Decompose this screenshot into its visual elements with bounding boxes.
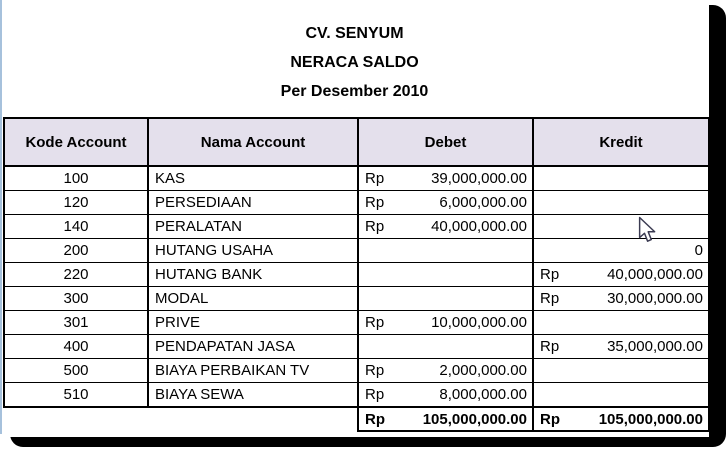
- cell-debet-currency: Rp: [365, 170, 385, 187]
- cell-kredit: [533, 263, 709, 287]
- header-nama-account: Nama Account: [148, 118, 358, 166]
- cell-debet-amount: 2,000,000.00: [439, 362, 527, 379]
- cell-debet-amount: 8,000,000.00: [439, 386, 527, 403]
- cell-nama-account: KAS: [148, 166, 358, 191]
- total-kredit-currency: Rp: [540, 410, 560, 428]
- cell-kredit-currency: Rp: [540, 266, 560, 283]
- table-row: [4, 383, 709, 408]
- cell-debet-amount: 10,000,000.00: [431, 314, 527, 331]
- mouse-cursor-icon: [638, 216, 656, 244]
- cell-debet-amount: 40,000,000.00: [431, 218, 527, 235]
- cell-kredit-amount: 40,000,000.00: [607, 266, 703, 283]
- total-debet-currency: Rp: [365, 410, 385, 428]
- cell-kredit-amount: 0: [694, 242, 703, 259]
- cell-kredit-amount: 30,000,000.00: [607, 290, 703, 307]
- total-kredit-cell: [533, 407, 709, 431]
- total-debet-amount: 105,000,000.00: [422, 410, 527, 428]
- cell-kode-account: 220: [4, 263, 148, 287]
- table-row: [4, 263, 709, 287]
- cell-kode-account: 120: [4, 191, 148, 215]
- cell-debet: [358, 239, 533, 263]
- cell-debet-currency: Rp: [365, 218, 385, 235]
- table-row: [4, 287, 709, 311]
- cell-kredit: [533, 239, 709, 263]
- cell-kredit-currency: Rp: [540, 338, 560, 355]
- cell-kode-account: 200: [4, 239, 148, 263]
- cell-kode-account: 510: [4, 383, 148, 408]
- cell-debet: [358, 263, 533, 287]
- total-row: [4, 407, 709, 431]
- cell-kredit-amount: 35,000,000.00: [607, 338, 703, 355]
- cell-kredit: [533, 335, 709, 359]
- cell-nama-account: BIAYA PERBAIKAN TV: [148, 359, 358, 383]
- cell-kode-account: 500: [4, 359, 148, 383]
- cell-kode-account: 300: [4, 287, 148, 311]
- cell-kredit: [533, 383, 709, 408]
- header-kredit: Kredit: [533, 118, 709, 166]
- trial-balance-table: [3, 117, 710, 432]
- cell-debet-currency: Rp: [365, 386, 385, 403]
- table-row: [4, 191, 709, 215]
- cell-kode-account: 140: [4, 215, 148, 239]
- cell-debet: [358, 287, 533, 311]
- company-name: CV. SENYUM: [305, 25, 404, 42]
- cell-nama-account: PERALATAN: [148, 215, 358, 239]
- report-title: NERACA SALDO: [290, 54, 419, 71]
- table-row: [4, 335, 709, 359]
- cell-nama-account: PRIVE: [148, 311, 358, 335]
- cell-debet: [358, 215, 533, 239]
- table-row: [4, 239, 709, 263]
- cell-debet: [358, 335, 533, 359]
- cell-kode-account: 100: [4, 166, 148, 191]
- cell-kredit: [533, 311, 709, 335]
- cell-debet: [358, 166, 533, 191]
- cell-nama-account: PERSEDIAAN: [148, 191, 358, 215]
- cell-debet-currency: Rp: [365, 314, 385, 331]
- total-empty-kode: [4, 407, 148, 431]
- cell-kode-account: 400: [4, 335, 148, 359]
- cell-nama-account: MODAL: [148, 287, 358, 311]
- cell-debet-amount: 6,000,000.00: [439, 194, 527, 211]
- cell-debet: [358, 383, 533, 408]
- cell-debet: [358, 311, 533, 335]
- cell-nama-account: PENDAPATAN JASA: [148, 335, 358, 359]
- cell-kredit: [533, 215, 709, 239]
- total-debet-cell: [358, 407, 533, 431]
- table-row: [4, 311, 709, 335]
- cell-debet: [358, 191, 533, 215]
- cell-debet-amount: 39,000,000.00: [431, 170, 527, 187]
- trial-balance-body: [4, 166, 709, 407]
- total-kredit-amount: 105,000,000.00: [598, 410, 703, 428]
- cell-kredit-currency: Rp: [540, 290, 560, 307]
- report-period: Per Desember 2010: [280, 83, 429, 100]
- table-header-row: [4, 118, 709, 166]
- cell-kredit: [533, 359, 709, 383]
- cell-kode-account: 301: [4, 311, 148, 335]
- cell-kredit: [533, 166, 709, 191]
- cell-kredit: [533, 191, 709, 215]
- cell-debet-currency: Rp: [365, 194, 385, 211]
- cell-nama-account: BIAYA SEWA: [148, 383, 358, 408]
- cell-nama-account: HUTANG USAHA: [148, 239, 358, 263]
- table-row: [4, 166, 709, 191]
- cell-kredit: [533, 287, 709, 311]
- header-kode-account: Kode Account: [4, 118, 148, 166]
- header-debet: Debet: [358, 118, 533, 166]
- cell-nama-account: HUTANG BANK: [148, 263, 358, 287]
- cell-debet: [358, 359, 533, 383]
- total-empty-nama: [148, 407, 358, 431]
- table-row: [4, 215, 709, 239]
- cell-debet-currency: Rp: [365, 362, 385, 379]
- document-header: [0, 19, 709, 106]
- table-row: [4, 359, 709, 383]
